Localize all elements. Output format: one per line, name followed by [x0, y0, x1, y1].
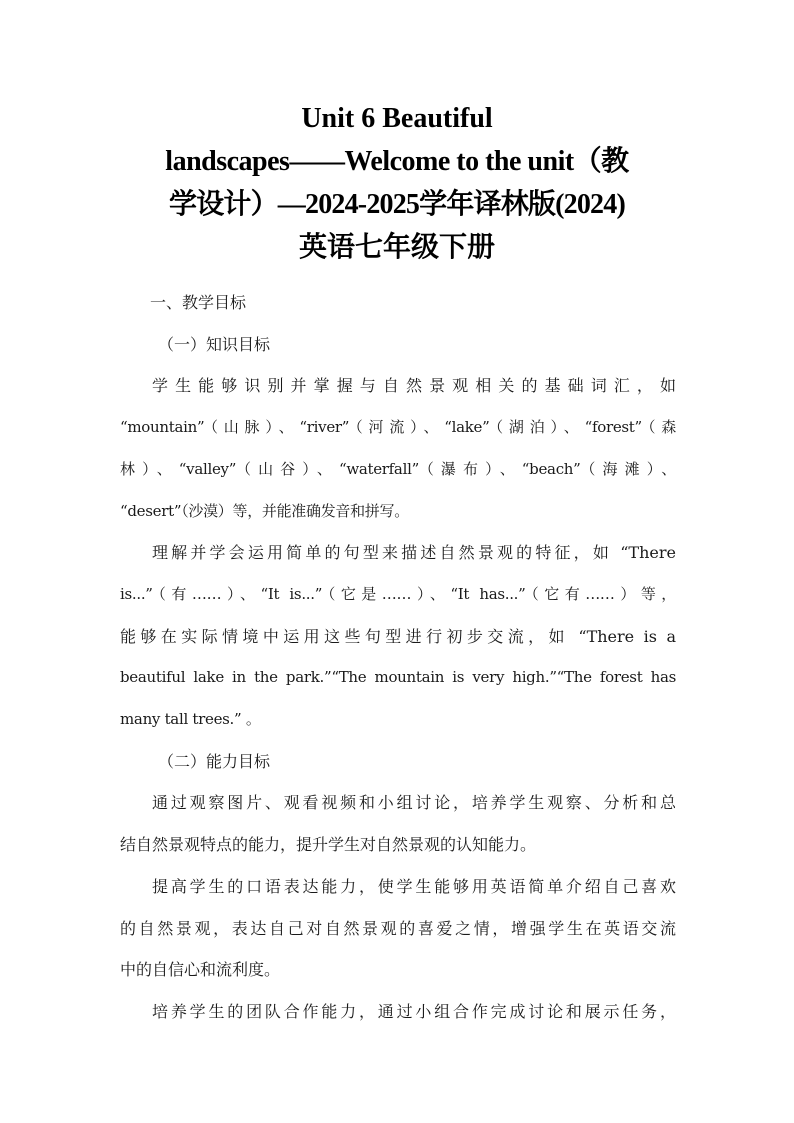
paragraph-line: 理解并学会运用简单的句型来描述自然景观的特征，如 “There — [152, 543, 676, 563]
paragraph-line: 的自然景观，表达自己对自然景观的喜爱之情，增强学生在英语交流 — [120, 918, 676, 938]
paragraph-line: 通过观察图片、观看视频和小组讨论，培养学生观察、分析和总 — [152, 793, 676, 813]
subheading-knowledge-goals: （一）知识目标 — [158, 334, 271, 354]
paragraph-line: many tall trees.” 。 — [120, 710, 261, 729]
title-line-3: 学设计）—2024-2025学年译林版(2024) — [169, 189, 625, 220]
paragraph-line: 中的自信心和流利度。 — [120, 960, 281, 980]
subheading-ability-goals: （二）能力目标 — [158, 751, 271, 771]
paragraph-line: 提高学生的口语表达能力，使学生能够用英语简单介绍自己喜欢 — [152, 876, 676, 896]
paragraph-line: “desert”（沙漠）等，并能准确发音和拼写。 — [120, 501, 409, 520]
paragraph-line: 培养学生的团队合作能力，通过小组合作完成讨论和展示任务， — [152, 1001, 676, 1021]
paragraph-line: is...”（有……）、“It is...”（它是……）、“It has...”（它有……）等， — [120, 584, 676, 603]
paragraph-line: 能够在实际情境中运用这些句型进行初步交流，如 “There is a — [120, 626, 676, 646]
paragraph-line: “mountain”（山脉）、“river”（河流）、“lake”（湖泊）、“forest”（森 — [120, 418, 676, 437]
paragraph-line: 结自然景观特点的能力，提升学生对自然景观的认知能力。 — [120, 835, 537, 855]
title-line-4: 英语七年级下册 — [298, 232, 495, 263]
document-body — [120, 282, 676, 1033]
title-line-2: landscapes——Welcome to the unit（教 — [165, 146, 629, 177]
title-line-1: Unit 6 Beautiful — [301, 103, 493, 134]
section-heading-teaching-goals: 一、教学目标 — [150, 293, 247, 312]
paragraph-line: 学生能够识别并掌握与自然景观相关的基础词汇，如 — [152, 376, 676, 396]
paragraph-line: 林）、“valley”（山谷）、“waterfall”（瀑布）、“beach”（海滩）、 — [120, 459, 676, 478]
paragraph-line: beautiful lake in the park.”“The mountain is very high.”“The forest has — [120, 668, 676, 687]
document-title — [100, 97, 694, 269]
